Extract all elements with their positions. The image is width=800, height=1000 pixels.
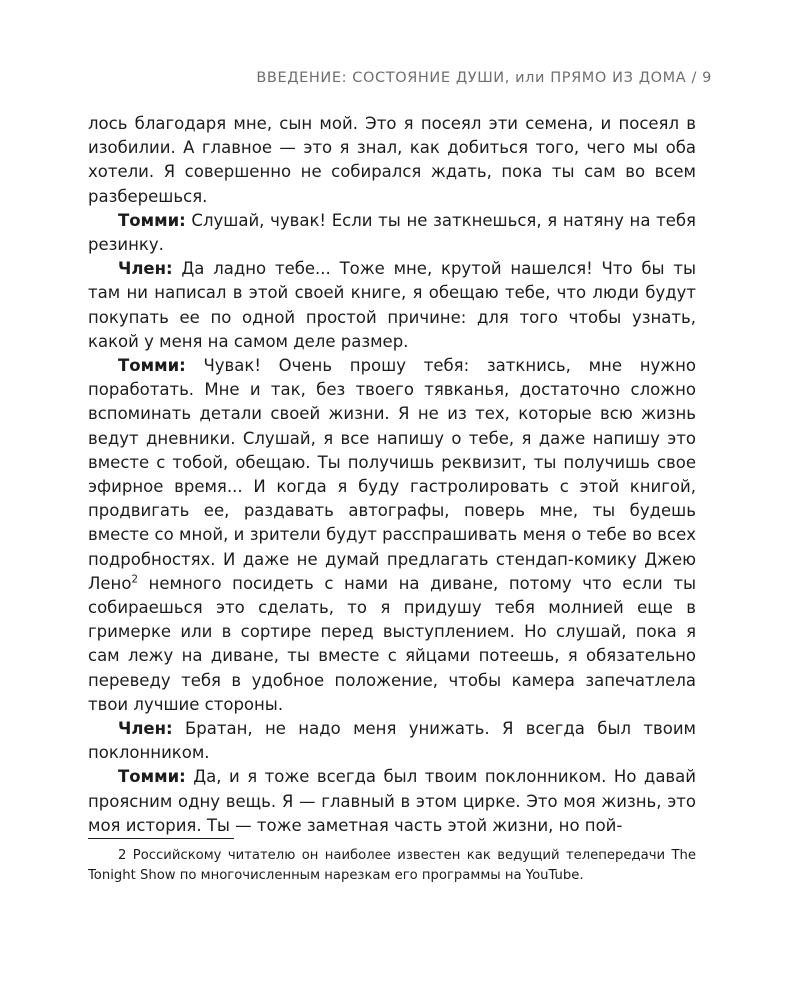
running-head: ВВЕДЕНИЕ: СОСТОЯНИЕ ДУШИ, или ПРЯМО ИЗ ДОМА / 9 bbox=[256, 70, 712, 86]
paragraph-text: Да ладно тебе... Тоже мне, крутой нашелся! Что бы ты там ни написал в этой своей книге, я обещаю тебе, что люди будут покупать ее по одной простой причине: для того чтобы узнать, какой у меня на самом деле размер. bbox=[88, 259, 696, 351]
paragraph-text: Чувак! Очень прошу тебя: заткнись, мне нужно поработать. Мне и так, без твоего тявканья, достаточно сложно вспоминать детали своей жизни. Я не из тех, которые всю жизнь ведут дневники. Слушай, я все напишу о тебе, я даже напишу это вместе с тобой, обещаю. Ты получишь реквизит, ты получишь свое эфирное время... И когда я буду гастролировать с этой книгой, продвигать ее, раздавать автографы, поверь мне, ты будешь вместе со мной, и зрители будут расспрашивать меня о тебе во всех подробностях. И даже не думай предлагать стендап-комику Джею Лено bbox=[88, 356, 696, 593]
speaker-name: Томми: bbox=[118, 356, 186, 376]
footnote-text: Российскому читателю он наиболее известен как ведущий телепередачи The Tonight Show по многочисленным нарезкам его программы на YouTube. bbox=[88, 848, 696, 883]
paragraph-continuation bbox=[88, 112, 696, 209]
speaker-name: Член: bbox=[118, 259, 173, 279]
speaker-name: Член: bbox=[118, 719, 173, 739]
dialogue-paragraph bbox=[88, 717, 696, 765]
paragraph-text: Слушай, чувак! Если ты не заткнешься, я натяну на тебя резинку. bbox=[88, 210, 696, 255]
paragraph-text: лось благодаря мне, сын мой. Это я посеял эти семена, и посеял в изобилии. А главное — это я знал, как добиться того, чего мы оба хотели. Я совершенно не собирался ждать, пока ты сам во всем разберешься. bbox=[88, 114, 696, 206]
dialogue-paragraph bbox=[88, 765, 696, 838]
paragraph-text-continued: немного посидеть с нами на диване, потому что если ты собираешься это сделать, то я придушу тебя молнией еще в гримерке или в сортире перед выступлением. Но слушай, пока я сам лежу на диване, ты вместе с яйцами потеешь, я обязательно переведу тебя в удобное положение, чтобы камера запечатлела твои лучшие стороны. bbox=[88, 573, 696, 714]
paragraph-text: Братан, не надо меня унижать. Я всегда был твоим поклонником. bbox=[88, 719, 696, 763]
footnote bbox=[88, 846, 696, 885]
dialogue-paragraph bbox=[88, 257, 696, 354]
speaker-name: Томми: bbox=[118, 767, 186, 787]
speaker-name: Томми: bbox=[118, 210, 186, 230]
footnote-marker[interactable]: 2 bbox=[131, 574, 138, 586]
dialogue-paragraph bbox=[88, 209, 696, 257]
footnote-divider bbox=[88, 838, 234, 839]
footnote-number: 2 bbox=[118, 848, 127, 863]
dialogue-paragraph bbox=[88, 354, 696, 717]
paragraph-text: Да, и я тоже всегда был твоим поклонником. Но давай проясним одну вещь. Я — главный в этом цирке. Это моя жизнь, это моя история. Ты — тоже заметная часть этой жизни, но пой- bbox=[88, 767, 696, 835]
body-text bbox=[88, 112, 696, 838]
